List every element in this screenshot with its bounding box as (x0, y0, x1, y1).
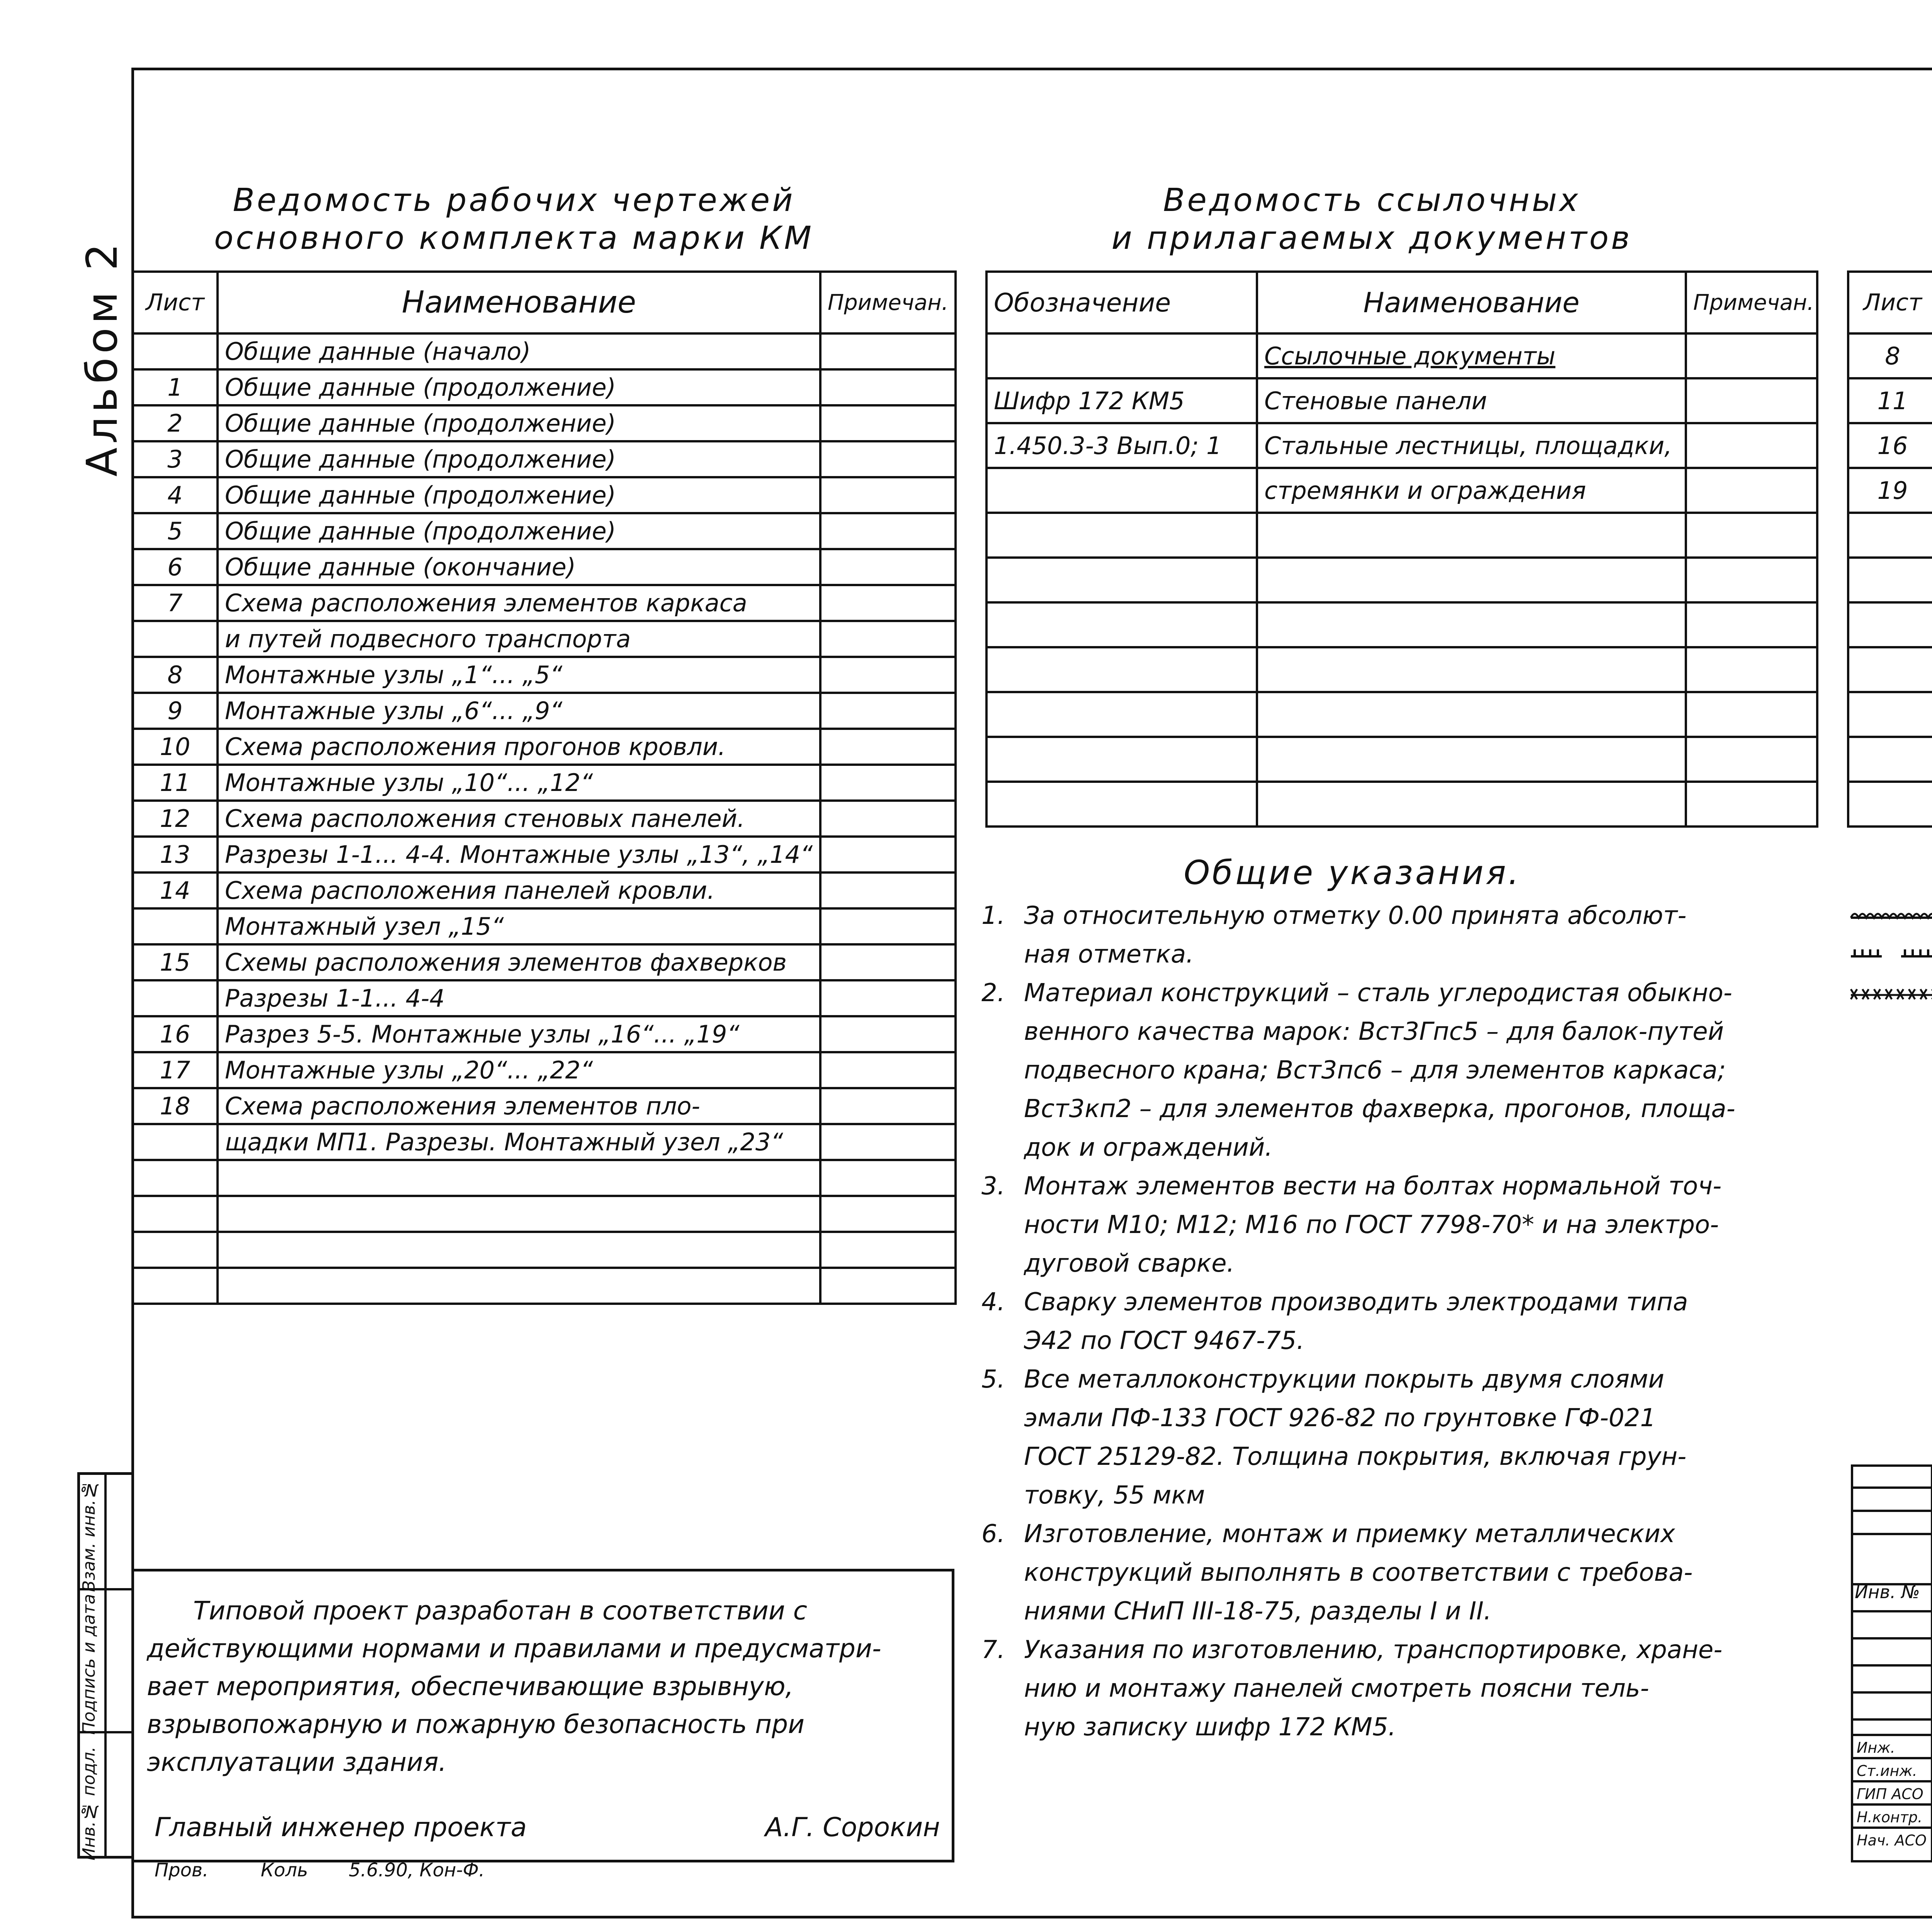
table-row (1848, 423, 1932, 468)
table-row (133, 1052, 956, 1088)
weld-hidden-symbol (1851, 949, 1932, 956)
row-code: 1.450.3-3 Вып.0; 1 (986, 423, 1257, 468)
row-note (820, 944, 956, 980)
general-notes (981, 896, 1870, 1747)
row-note (1686, 378, 1817, 423)
row-sheet (1848, 737, 1932, 782)
note-number: 7. (981, 1636, 1005, 1664)
table-row (1848, 333, 1932, 378)
inv-orig-label: Инв.№ подл. (79, 1747, 99, 1861)
table-row (986, 513, 1817, 558)
row-code: Шифр 172 КМ5 (986, 378, 1257, 423)
row-name: Схема расположения прогонов кровли. (218, 729, 820, 765)
row-sheet (133, 621, 218, 657)
row-sheet (133, 908, 218, 944)
col-note-header: Примечан. (820, 272, 956, 333)
row-note (820, 1052, 956, 1088)
weld-field-symbol (1851, 989, 1932, 999)
row-sheet: 1 (133, 369, 218, 405)
table-row (133, 549, 956, 585)
staff-role: Н.контр. (1857, 1809, 1923, 1826)
row-sheet: 10 (133, 729, 218, 765)
row-sheet: 16 (133, 1016, 218, 1052)
row-name: Ссылочные документы (1257, 333, 1686, 378)
table-row (133, 872, 956, 908)
row-sheet: 17 (133, 1052, 218, 1088)
row-note (1686, 558, 1817, 602)
weld-legend-title (1886, 862, 1932, 900)
row-name: Монтажные узлы „10“... „12“ (218, 765, 820, 801)
row-name: Схема расположения элементов каркаса (218, 585, 820, 621)
row-sheet (1848, 647, 1932, 692)
row-name: Монтажные узлы „20“... „22“ (218, 1052, 820, 1088)
row-name: Общие данные (продолжение) (218, 477, 820, 513)
row-name: Монтажные узлы „1“... „5“ (218, 657, 820, 693)
note-line: Изготовление, монтаж и приемку металлических (1024, 1520, 1675, 1548)
table-row (133, 1124, 956, 1160)
row-sheet (1848, 602, 1932, 647)
row-code (986, 692, 1257, 737)
row-sheet (133, 333, 218, 369)
col-name-header: Наименование (218, 272, 820, 333)
note-item (981, 1631, 1870, 1747)
note-line: док и ограждений. (1024, 1133, 1273, 1162)
table-row (986, 558, 1817, 602)
row-sheet: 11 (1848, 378, 1932, 423)
staff-role: ГИП АСО (1857, 1786, 1923, 1803)
note-number: 2. (981, 979, 1005, 1007)
table-row (133, 980, 956, 1016)
row-code (986, 737, 1257, 782)
row-note (1686, 468, 1817, 513)
table-row (133, 765, 956, 801)
row-note (820, 872, 956, 908)
row-name: Стальные лестницы, площадки, (1257, 423, 1686, 468)
sign-date-label: Подпись и дата (79, 1594, 99, 1735)
inv-replace-label: Взам. инв.№ (79, 1480, 99, 1592)
row-sheet: 11 (133, 765, 218, 801)
row-sheet: 15 (133, 944, 218, 980)
row-note (820, 1088, 956, 1124)
row-note (820, 405, 956, 441)
col-sheet-header: Лист (1848, 272, 1932, 333)
row-sheet: 12 (133, 801, 218, 837)
row-sheet: 7 (133, 585, 218, 621)
row-name (218, 1160, 820, 1196)
row-name (1257, 782, 1686, 827)
row-sheet (133, 1160, 218, 1196)
row-sheet (1848, 782, 1932, 827)
note-number: 6. (981, 1520, 1005, 1548)
reference-docs-title: Ведомость ссылочных и прилагаемых документов (1111, 182, 1632, 257)
note-line: ная отметка. (1024, 940, 1194, 969)
row-name: стремянки и ограждения (1257, 468, 1686, 513)
row-name (1257, 692, 1686, 737)
row-code (986, 513, 1257, 558)
row-name: Общие данные (продолжение) (218, 369, 820, 405)
table-row (133, 657, 956, 693)
row-name (218, 1196, 820, 1232)
row-sheet (133, 1268, 218, 1304)
row-sheet: 9 (133, 693, 218, 729)
table-row (133, 837, 956, 872)
row-name: Схемы расположения элементов фахверков (218, 944, 820, 980)
table-row (1848, 468, 1932, 513)
note-line: За относительную отметку 0.00 принята абсолют- (1024, 901, 1687, 930)
row-code (986, 782, 1257, 827)
table-row (133, 621, 956, 657)
note-item (981, 974, 1870, 1167)
staff-row (1853, 1736, 1932, 1759)
row-note (820, 477, 956, 513)
note-item (981, 1360, 1870, 1515)
row-note (820, 333, 956, 369)
row-note (820, 693, 956, 729)
table-row (133, 1016, 956, 1052)
row-note (820, 1268, 956, 1304)
staff-list (1853, 1736, 1932, 1852)
specifications-table (1847, 270, 1932, 828)
row-name: Схема расположения элементов пло- (218, 1088, 820, 1124)
table-row (133, 729, 956, 765)
row-note (820, 513, 956, 549)
note-line: Сварку элементов производить электродами типа (1024, 1288, 1688, 1316)
table-row (986, 647, 1817, 692)
row-sheet: 2 (133, 405, 218, 441)
row-sheet (133, 1124, 218, 1160)
table-row (133, 585, 956, 621)
row-name (1257, 647, 1686, 692)
row-code (986, 468, 1257, 513)
row-name: Разрез 5-5. Монтажные узлы „16“... „19“ (218, 1016, 820, 1052)
note-line: Указания по изготовлению, транспортировке, хране- (1024, 1636, 1723, 1664)
table-row (133, 908, 956, 944)
row-note (820, 585, 956, 621)
note-line: конструкций выполнять в соответствии с требова- (1024, 1558, 1693, 1587)
table-row (986, 333, 1817, 378)
note-line: дуговой сварке. (1024, 1249, 1235, 1278)
row-note (820, 369, 956, 405)
compliance-text: Типовой проект разработан в соответствии с действующими нормами и правилами и предусматри- вает мероприятия, обеспечивающие взрывную, взрывопожарную и пожарную безопасность при эксплуатации здания. (147, 1596, 881, 1777)
note-number: 3. (981, 1172, 1005, 1201)
row-sheet (133, 1196, 218, 1232)
row-sheet: 14 (133, 872, 218, 908)
row-sheet: 8 (133, 657, 218, 693)
row-sheet: 4 (133, 477, 218, 513)
table-row (986, 782, 1817, 827)
table-row (133, 693, 956, 729)
table-row (133, 405, 956, 441)
table-row (1848, 737, 1932, 782)
note-item (981, 1283, 1870, 1360)
note-item (981, 896, 1870, 974)
row-sheet: 19 (1848, 468, 1932, 513)
table-row (986, 378, 1817, 423)
note-line: ниями СНиП III-18-75, разделы I и II. (1024, 1597, 1492, 1626)
table-row (133, 1268, 956, 1304)
row-code (986, 558, 1257, 602)
table-row (133, 477, 956, 513)
note-line: Э42 по ГОСТ 9467-75. (1024, 1327, 1304, 1355)
note-number: 1. (981, 901, 1005, 930)
drawings-list-title: Ведомость рабочих чертежей основного комплекта марки КМ (214, 182, 814, 257)
row-note (820, 441, 956, 477)
row-note (1686, 513, 1817, 558)
table-row (133, 1232, 956, 1268)
row-sheet: 3 (133, 441, 218, 477)
row-name (1257, 602, 1686, 647)
check-line: Пров. Коль 5.6.90, Кон-Ф. (155, 1859, 485, 1881)
table-row (986, 423, 1817, 468)
general-notes-title: Общие указания. (1184, 854, 1521, 892)
row-name: и путей подвесного транспорта (218, 621, 820, 657)
row-sheet (1848, 558, 1932, 602)
note-line: Материал конструкций – сталь углеродистая обыкно- (1024, 979, 1732, 1007)
row-note (820, 1232, 956, 1268)
col-note-header: Примечан. (1686, 272, 1817, 333)
row-note (1686, 737, 1817, 782)
row-name: щадки МП1. Разрезы. Монтажный узел „23“ (218, 1124, 820, 1160)
col-name-header: Наименование (1257, 272, 1686, 333)
row-sheet (1848, 692, 1932, 737)
row-note (820, 549, 956, 585)
row-note (820, 1016, 956, 1052)
row-note (1686, 647, 1817, 692)
table-row (986, 737, 1817, 782)
table-row (133, 369, 956, 405)
row-sheet: 5 (133, 513, 218, 549)
note-line: эмали ПФ-133 ГОСТ 926-82 по грунтовке ГФ-021 (1024, 1404, 1656, 1432)
album-label: Альбом 2 (77, 240, 127, 477)
table-row (133, 801, 956, 837)
table-row (1848, 378, 1932, 423)
table-row (133, 1088, 956, 1124)
note-line: венного качества марок: Вст3Гпс5 – для балок-путей (1024, 1017, 1724, 1046)
row-sheet: 13 (133, 837, 218, 872)
row-note (820, 980, 956, 1016)
note-line: Вст3кп2 – для элементов фахверка, прогонов, площа- (1024, 1095, 1735, 1123)
specifications-title (1893, 216, 1932, 254)
row-note (820, 1160, 956, 1196)
staff-role: Инж. (1857, 1739, 1895, 1756)
row-name (218, 1268, 820, 1304)
row-note (1686, 602, 1817, 647)
row-name: Монтажный узел „15“ (218, 908, 820, 944)
row-note (820, 908, 956, 944)
table-row (133, 1160, 956, 1196)
row-name: Схема расположения панелей кровли. (218, 872, 820, 908)
row-note (820, 729, 956, 765)
col-code-header: Обозначение (986, 272, 1257, 333)
staff-role: Нач. АСО (1857, 1832, 1927, 1849)
row-note (820, 657, 956, 693)
row-name (218, 1232, 820, 1268)
table-row (1848, 782, 1932, 827)
row-sheet: 8 (1848, 333, 1932, 378)
row-name (1257, 737, 1686, 782)
row-sheet (133, 1232, 218, 1268)
staff-role: Ст.инж. (1857, 1762, 1917, 1779)
note-line: Монтаж элементов вести на болтах нормальной точ- (1024, 1172, 1722, 1201)
note-line: нию и монтажу панелей смотреть поясни тель- (1024, 1674, 1649, 1703)
note-item (981, 1515, 1870, 1631)
row-code (986, 333, 1257, 378)
drawings-list-table (131, 270, 957, 1305)
row-note (820, 1124, 956, 1160)
table-row (1848, 513, 1932, 558)
row-sheet (133, 980, 218, 1016)
row-name: Схема расположения стеновых панелей. (218, 801, 820, 837)
staff-row (1853, 1782, 1932, 1806)
row-name (1257, 558, 1686, 602)
row-name: Общие данные (начало) (218, 333, 820, 369)
table-row (986, 468, 1817, 513)
weld-visible-symbol (1851, 914, 1932, 918)
staff-name (1929, 1832, 1932, 1849)
row-note (1686, 692, 1817, 737)
row-name (1257, 513, 1686, 558)
row-name: Общие данные (окончание) (218, 549, 820, 585)
row-name: Разрезы 1-1... 4-4 (218, 980, 820, 1016)
staff-row (1853, 1759, 1932, 1782)
table-row (133, 1196, 956, 1232)
table-row (133, 333, 956, 369)
note-number: 4. (981, 1288, 1005, 1316)
table-row (1848, 692, 1932, 737)
reference-docs-table (985, 270, 1818, 828)
row-sheet: 18 (133, 1088, 218, 1124)
row-note (1686, 423, 1817, 468)
row-note (820, 621, 956, 657)
row-name: Общие данные (продолжение) (218, 405, 820, 441)
row-sheet: 16 (1848, 423, 1932, 468)
row-name: Разрезы 1-1... 4-4. Монтажные узлы „13“, „14“ (218, 837, 820, 872)
row-note (1686, 333, 1817, 378)
row-name: Общие данные (продолжение) (218, 441, 820, 477)
row-name: Общие данные (продолжение) (218, 513, 820, 549)
note-line: ГОСТ 25129-82. Толщина покрытия, включая грун- (1024, 1442, 1687, 1471)
table-row (1848, 647, 1932, 692)
row-name: Стеновые панели (1257, 378, 1686, 423)
table-row (986, 692, 1817, 737)
table-row (1848, 558, 1932, 602)
row-note (820, 1196, 956, 1232)
row-sheet: 6 (133, 549, 218, 585)
table-row (133, 441, 956, 477)
table-row (133, 944, 956, 980)
chief-engineer-label: Главный инженер проекта (155, 1812, 527, 1843)
row-code (986, 602, 1257, 647)
table-row (1848, 602, 1932, 647)
note-line: ную записку шифр 172 КМ5. (1024, 1713, 1396, 1742)
row-note (820, 837, 956, 872)
table-row (133, 513, 956, 549)
staff-row (1853, 1806, 1932, 1829)
weld-legend-symbols (1847, 900, 1932, 1016)
inv-no-label: Инв. № (1855, 1582, 1920, 1602)
col-sheet-header: Лист (133, 272, 218, 333)
staff-row (1853, 1829, 1932, 1852)
row-name: Монтажные узлы „6“... „9“ (218, 693, 820, 729)
note-item (981, 1167, 1870, 1283)
row-code (986, 647, 1257, 692)
note-line: товку, 55 мкм (1024, 1481, 1205, 1510)
note-number: 5. (981, 1365, 1005, 1394)
note-line: Все металлоконструкции покрыть двумя слоями (1024, 1365, 1665, 1394)
note-line: подвесного крана; Вст3пс6 – для элементов каркаса; (1024, 1056, 1726, 1085)
chief-engineer-name: А.Г. Сорокин (765, 1812, 940, 1843)
row-note (1686, 782, 1817, 827)
row-sheet (1848, 513, 1932, 558)
table-row (986, 602, 1817, 647)
note-line: ности М10; М12; М16 по ГОСТ 7798-70* и на электро- (1024, 1211, 1719, 1239)
row-note (820, 801, 956, 837)
row-note (820, 765, 956, 801)
